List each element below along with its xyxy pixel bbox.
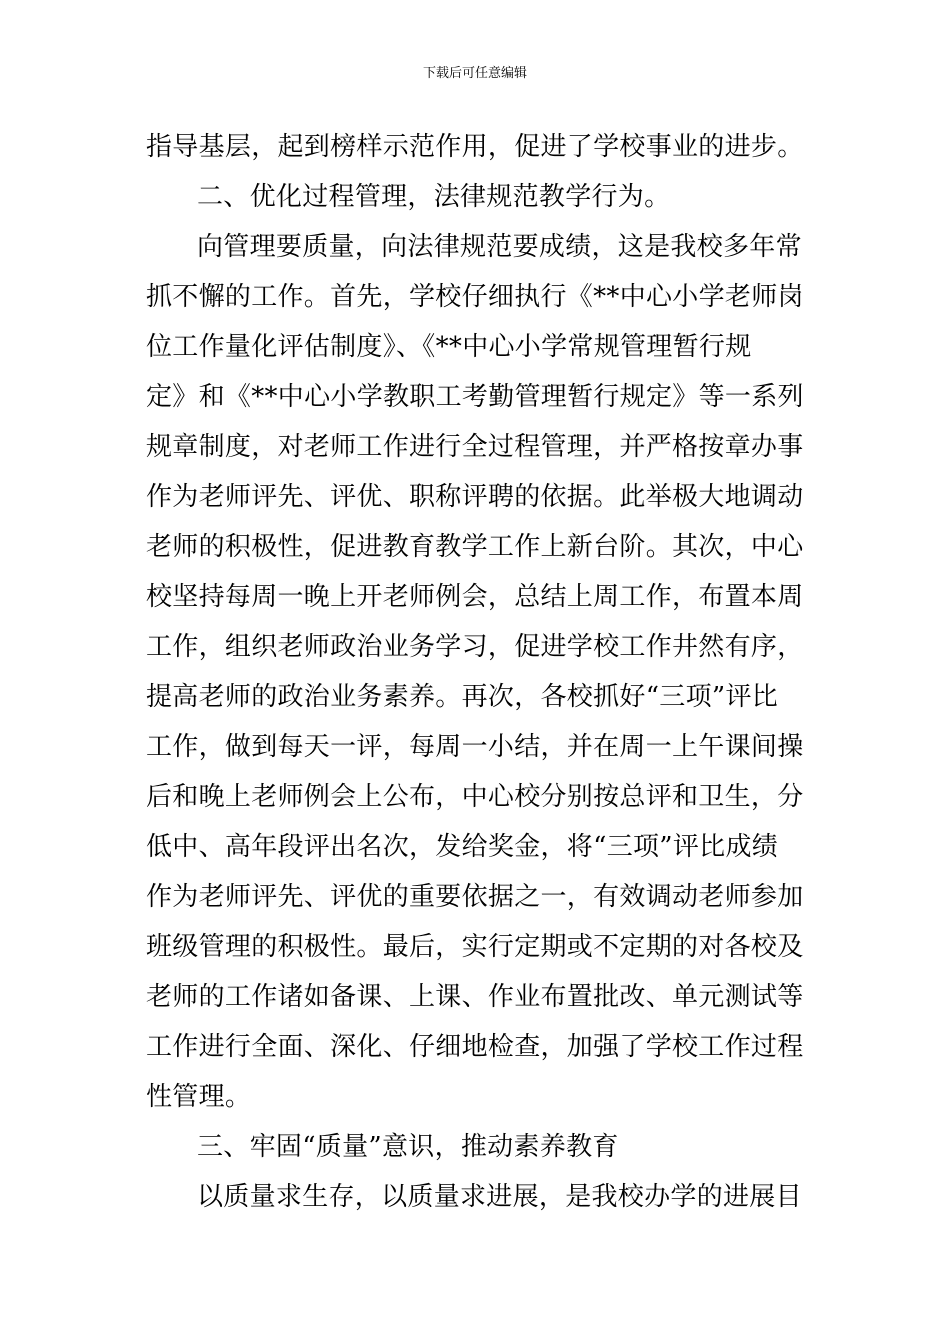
paragraph-first-line: 向管理要质量，向法律规范要成绩，这是我校多年常 (197, 232, 802, 262)
text-line: 工作，做到每天一评，每周一小结，并在周一上午课间操 (146, 732, 804, 762)
text-line: 校坚持每周一晚上开老师例会，总结上周工作，布置本周 (146, 582, 804, 612)
text-line: 作为老师评先、评优的重要依据之一，有效调动老师参加 (146, 882, 804, 912)
text-line: 位工作量化评估制度》、《**中心小学常规管理暂行规 (146, 332, 752, 362)
text-line: 工作，组织老师政治业务学习，促进学校工作井然有序， (146, 632, 804, 662)
text-line: 规章制度，对老师工作进行全过程管理，并严格按章办事 (146, 432, 804, 462)
text-line: 指导基层，起到榜样示范作用，促进了学校事业的进步。 (146, 132, 804, 162)
text-line: 低中、高年段评出名次，发给奖金，将“三项”评比成绩 (146, 832, 779, 862)
text-line: 后和晚上老师例会上公布，中心校分别按总评和卫生，分 (146, 782, 804, 812)
paragraph-first-line: 以质量求生存，以质量求进展，是我校办学的进展目 (197, 1182, 802, 1212)
text-line: 作为老师评先、评优、职称评聘的依据。此举极大地调动 (146, 482, 804, 512)
text-line: 性管理。 (146, 1082, 252, 1112)
text-line: 老师的积极性，促进教育教学工作上新台阶。其次，中心 (146, 532, 804, 562)
text-line: 老师的工作诸如备课、上课、作业布置批改、单元测试等 (146, 982, 804, 1012)
text-line: 提高老师的政治业务素养。再次，各校抓好“三项”评比 (146, 682, 779, 712)
text-line: 抓不懈的工作。首先，学校仔细执行《**中心小学老师岗 (146, 282, 804, 312)
section-heading: 二、优化过程管理，法律规范教学行为。 (197, 182, 671, 212)
text-line: 定》和《**中心小学教职工考勤管理暂行规定》等一系列 (146, 382, 804, 412)
text-line: 工作进行全面、深化、仔细地检查，加强了学校工作过程 (146, 1032, 804, 1062)
text-line: 班级管理的积极性。最后，实行定期或不定期的对各校及 (146, 932, 804, 962)
section-heading: 三、牢固“质量”意识，推动素养教育 (197, 1132, 619, 1162)
page-header: 下载后可任意编辑 (422, 66, 527, 81)
